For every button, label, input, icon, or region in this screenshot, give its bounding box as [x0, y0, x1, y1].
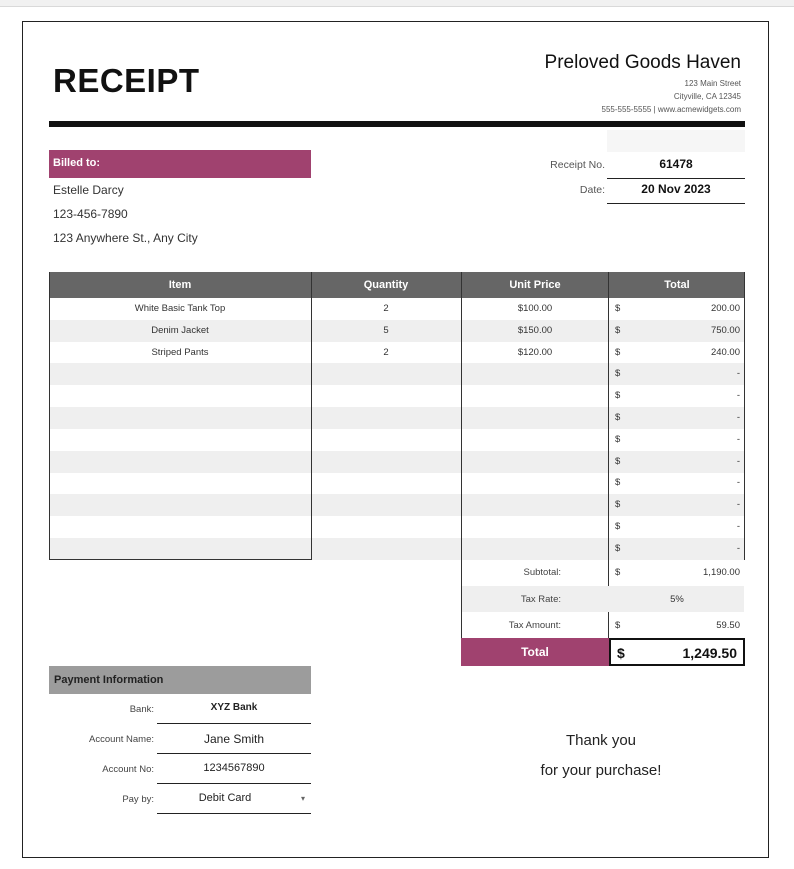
subtotal-value: 1,190.00 [703, 567, 740, 578]
total-cell: - [736, 368, 740, 379]
unit-price-cell[interactable]: $150.00 [517, 325, 553, 336]
currency-cell: $ [615, 325, 621, 336]
col-header-unit-price: Unit Price [461, 272, 609, 298]
currency-cell: $ [615, 456, 621, 467]
table-border-left [49, 272, 50, 560]
page-title: RECEIPT [53, 62, 200, 99]
currency-cell: $ [615, 368, 621, 379]
currency-cell: $ [615, 521, 621, 532]
col-header-item: Item [49, 272, 311, 298]
total-cell: - [736, 521, 740, 532]
pay-by-label: Pay by: [122, 794, 154, 805]
currency-cell: $ [615, 477, 621, 488]
tax-rate-value[interactable]: 5% [670, 594, 684, 605]
total-cell: - [736, 434, 740, 445]
company-street: 123 Main Street [684, 79, 741, 88]
quantity-cell[interactable]: 2 [383, 303, 389, 314]
pay-by-selected: Debit Card [198, 792, 252, 804]
total-cell: 750.00 [710, 325, 740, 336]
currency-cell: $ [615, 303, 621, 314]
spreadsheet-toolbar-strip [0, 0, 794, 7]
total-cell: - [736, 543, 740, 554]
item-cell[interactable]: Denim Jacket [151, 325, 209, 336]
billed-name[interactable]: Estelle Darcy [53, 183, 124, 197]
currency-cell: $ [615, 347, 621, 358]
tax-rate-label: Tax Rate: [520, 594, 561, 605]
currency-cell: $ [615, 543, 621, 554]
bank-field[interactable]: XYZ Bank [157, 694, 311, 724]
table-divider-1 [311, 272, 312, 560]
currency-cell: $ [615, 390, 621, 401]
table-border-bottom [49, 559, 311, 560]
total-cell: - [736, 390, 740, 401]
total-cell: - [736, 477, 740, 488]
billed-address[interactable]: 123 Anywhere St., Any City [53, 231, 198, 245]
receipt-no-value[interactable]: 61478 [607, 157, 745, 179]
total-label: Total [461, 638, 609, 666]
currency-cell: $ [615, 434, 621, 445]
account-no-field[interactable]: 1234567890 [157, 754, 311, 784]
thanks-line-1: Thank you [565, 732, 637, 749]
table-border-right [744, 272, 745, 560]
date-label: Date: [579, 184, 605, 196]
payment-info-heading: Payment Information [49, 666, 311, 694]
quantity-cell[interactable]: 2 [383, 347, 389, 358]
grand-total-box [609, 638, 745, 666]
subtotal-label: Subtotal: [523, 567, 561, 578]
account-name-label: Account Name: [89, 734, 154, 745]
bank-label: Bank: [129, 704, 154, 715]
col-header-quantity: Quantity [311, 272, 461, 298]
quantity-cell[interactable]: 5 [383, 325, 389, 336]
receipt-no-label: Receipt No. [550, 159, 605, 171]
total-cell: - [736, 412, 740, 423]
receipt-page [22, 21, 769, 858]
unit-price-cell[interactable]: $100.00 [517, 303, 553, 314]
col-header-total: Total [609, 272, 745, 298]
company-city: Cityville, CA 12345 [673, 92, 741, 101]
total-cell: 200.00 [710, 303, 740, 314]
thanks-line-2: for your purchase! [540, 762, 662, 779]
billed-to-heading: Billed to: [49, 150, 311, 178]
total-cell: 240.00 [710, 347, 740, 358]
receipt-no-field-bg [607, 130, 745, 152]
company-contact: 555-555-5555 | www.acmewidgets.com [601, 105, 741, 114]
total-cell: - [736, 499, 740, 510]
billed-phone[interactable]: 123-456-7890 [53, 207, 128, 221]
total-cell: - [736, 456, 740, 467]
unit-price-cell[interactable]: $120.00 [517, 347, 553, 358]
currency-cell: $ [615, 499, 621, 510]
date-value[interactable]: 20 Nov 2023 [607, 182, 745, 204]
tax-amount-value: 59.50 [716, 620, 740, 631]
tax-amount-label: Tax Amount: [508, 620, 561, 631]
chevron-down-icon: ▾ [300, 794, 305, 803]
tax-amount-currency: $ [615, 620, 621, 631]
item-cell[interactable]: White Basic Tank Top [134, 303, 226, 314]
grand-total-value: 1,249.50 [682, 645, 737, 661]
company-name: Preloved Goods Haven [544, 52, 741, 73]
account-no-label: Account No: [102, 764, 154, 775]
account-name-field[interactable]: Jane Smith [157, 724, 311, 754]
grand-total-currency: $ [617, 645, 625, 661]
pay-by-dropdown[interactable] [157, 784, 311, 814]
header-divider [49, 121, 745, 127]
currency-cell: $ [615, 412, 621, 423]
subtotal-currency: $ [615, 567, 621, 578]
item-cell[interactable]: Striped Pants [151, 347, 209, 358]
